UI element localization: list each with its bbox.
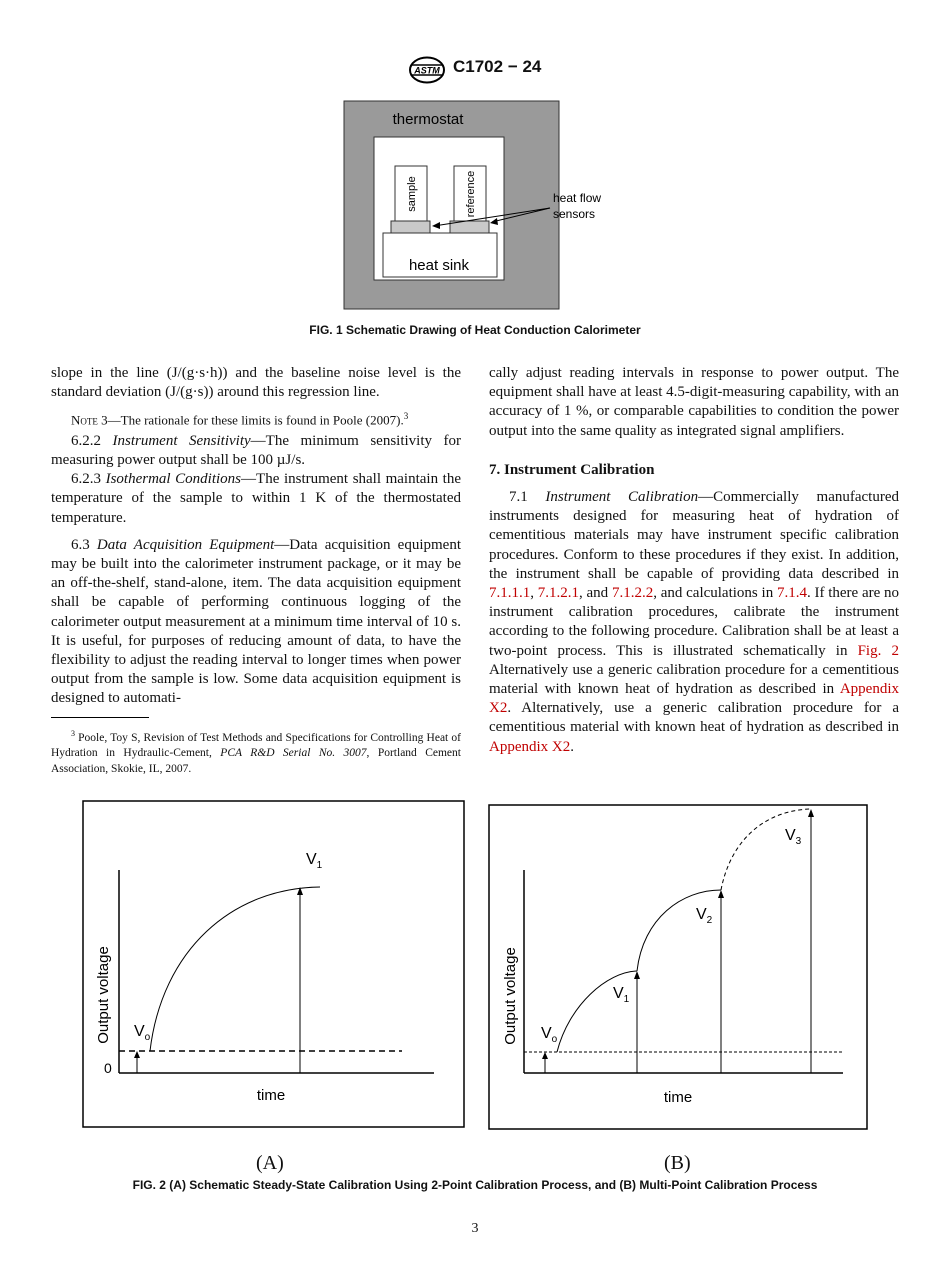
link-7-1-2-2[interactable]: 7.1.2.2: [611, 585, 654, 602]
response-curve-3-dashed: [721, 809, 811, 890]
response-curve-1: [557, 971, 637, 1052]
astm-logo-icon: [408, 56, 446, 84]
sample-sensor: [391, 221, 430, 233]
section-6-2-3: [51, 470, 461, 528]
panel-b-label: (B): [664, 1152, 691, 1174]
v1-label: $V_1$: [306, 851, 323, 871]
zero-label: 0: [104, 1060, 112, 1076]
panel-a-label: (A): [256, 1152, 284, 1174]
section-6-2-2: [51, 432, 461, 470]
v0-label: $V_o$: [541, 1025, 558, 1045]
figure-2-caption: FIG. 2 (A) Schematic Steady-State Calibration Using 2-Point Calibration Process, and (B) Multi-Point Calibration Process: [132, 1178, 818, 1192]
right-column: [489, 364, 899, 757]
x-axis-label: time: [663, 1089, 693, 1106]
section-title: Data Acquisition Equipment: [96, 536, 275, 553]
heat-sink-label: heat sink: [408, 257, 470, 274]
x-axis-label: time: [256, 1087, 286, 1104]
figure-1-diagram: [340, 98, 630, 314]
note-sup: 3: [403, 411, 409, 422]
section-text: —Data acquisition equipment may be built into the calorimeter instrument package, or it may be an off-the-shelf, stand-alone, item. The data acquisition equipment shall be capable of performing continuous logging of the calorimeter output measurement at a minimum time interval of 10 s. It is useful, for purposes of reducing amount of data, to have the flexibility to adjust the reading interval to longer times when power output from the sample is low. Some data acquisition equipment is designed to automati-: [51, 536, 461, 707]
section-text: . If there are no instrument calibration procedures, calibrate the instrument according to the following procedure. Calibration shall be at least a two-point process. This is illustrated schematically in: [489, 585, 900, 659]
heat-flow-label: heat flow: [553, 191, 602, 205]
section-number: 7.1: [509, 489, 546, 506]
section-text: Alternatively use a generic calibration procedure for a cementitious material with known heat of hydration as described in: [489, 661, 899, 698]
figure-2b-plot: [487, 800, 871, 1132]
footnote-rule: [51, 717, 149, 718]
thermostat-label: thermostat: [392, 111, 464, 128]
section-number: 6.3: [71, 536, 97, 553]
v2-label: $V_2$: [696, 906, 713, 926]
note-label: Note: [71, 412, 98, 428]
section-6-3: [51, 536, 461, 709]
link-appendix-x2-2[interactable]: Appendix X2: [489, 738, 571, 755]
v3-label: $V_3$: [785, 827, 802, 847]
paragraph-intervals: cally adjust reading intervals in response to power output. The equipment shall have at least 4.5-digit-measuring capability, with an accuracy of 1 %, or comparable capabilities to condition the power output into the same quality as integrated signal amplifiers.: [489, 365, 899, 439]
footnote-text-end: , Portland Cement Association, Skokie, IL, 2007.: [51, 747, 461, 775]
footnote-3: [51, 726, 461, 777]
sample-label: sample: [406, 176, 418, 212]
figure-2a-plot: [82, 800, 466, 1130]
section-title: Instrument Sensitivity: [112, 432, 251, 449]
link-appendix-x2[interactable]: Appendix X2: [489, 681, 899, 717]
section-number: 6.2.3: [71, 471, 106, 488]
document-designation: C1702 − 24: [453, 57, 542, 76]
note-text: 3—The rationale for these limits is found in Poole (2007).: [97, 412, 404, 428]
section-text: .: [570, 738, 574, 755]
plot-frame: [489, 805, 867, 1129]
plot-frame: [83, 801, 464, 1127]
section-text: , and calculations in: [653, 585, 777, 602]
v1-label: $V_1$: [613, 985, 630, 1005]
section-text: —Commercially manufactured instruments designed for measuring heat of hydration of cementitious materials may have instrument specific calibration procedures. Conform to these procedures if they exist. In addition, the instrument shall be capable of providing data described in: [489, 489, 899, 582]
link-7-1-2-1[interactable]: 7.1.2.1: [537, 585, 580, 602]
section-7-1: [489, 488, 899, 757]
sensors-label: sensors: [553, 207, 596, 221]
note-3: [71, 408, 461, 428]
footnote-text: Poole, Toy S, Revision of Test Methods and Specifications for Controlling Heat of Hydration in Hydraulic-Cement,: [51, 731, 461, 760]
response-curve: [150, 887, 320, 1051]
paragraph-regression: slope in the line (J/(g·s·h)) and the baseline noise level is the standard deviation (J/(g·s)) around this regression line.: [51, 365, 461, 401]
separator: ,: [530, 585, 538, 602]
section-text: —The minimum sensitivity for measuring power output shall be 100 µJ/s.: [51, 432, 461, 468]
page-number: 3: [471, 1221, 479, 1236]
section-number: 6.2.2: [71, 432, 113, 449]
y-axis-label: Output voltage: [95, 946, 112, 1044]
response-curve-2: [637, 890, 721, 971]
link-fig-2[interactable]: Fig. 2: [857, 642, 899, 659]
section-title: Instrument Calibration: [545, 489, 699, 506]
separator: , and: [579, 585, 612, 602]
section-text: —The instrument shall maintain the temperature of the sample to within 1 K of the thermostated temperature.: [51, 471, 462, 526]
svg-text:ASTM: ASTM: [414, 65, 440, 76]
left-column: [51, 364, 461, 709]
figure-1-caption: FIG. 1 Schematic Drawing of Heat Conduction Calorimeter: [309, 323, 641, 337]
v0-label: $V_o$: [134, 1023, 151, 1043]
section-title: Isothermal Conditions: [105, 471, 242, 488]
reference-label: reference: [465, 170, 477, 218]
link-7-1-1-1[interactable]: 7.1.1.1: [489, 585, 531, 602]
section-7-heading: 7. Instrument Calibration: [489, 461, 655, 478]
link-7-1-4[interactable]: 7.1.4: [776, 585, 807, 602]
footnote-sup: 3: [71, 729, 75, 738]
y-axis-label: Output voltage: [502, 947, 519, 1045]
section-text: . Alternatively, use a generic calibration procedure for a cementitious material with known heat of hydration as described in: [489, 700, 899, 736]
page-header: [0, 56, 950, 86]
footnote-serial: PCA R&D Serial No. 3007: [220, 747, 367, 760]
